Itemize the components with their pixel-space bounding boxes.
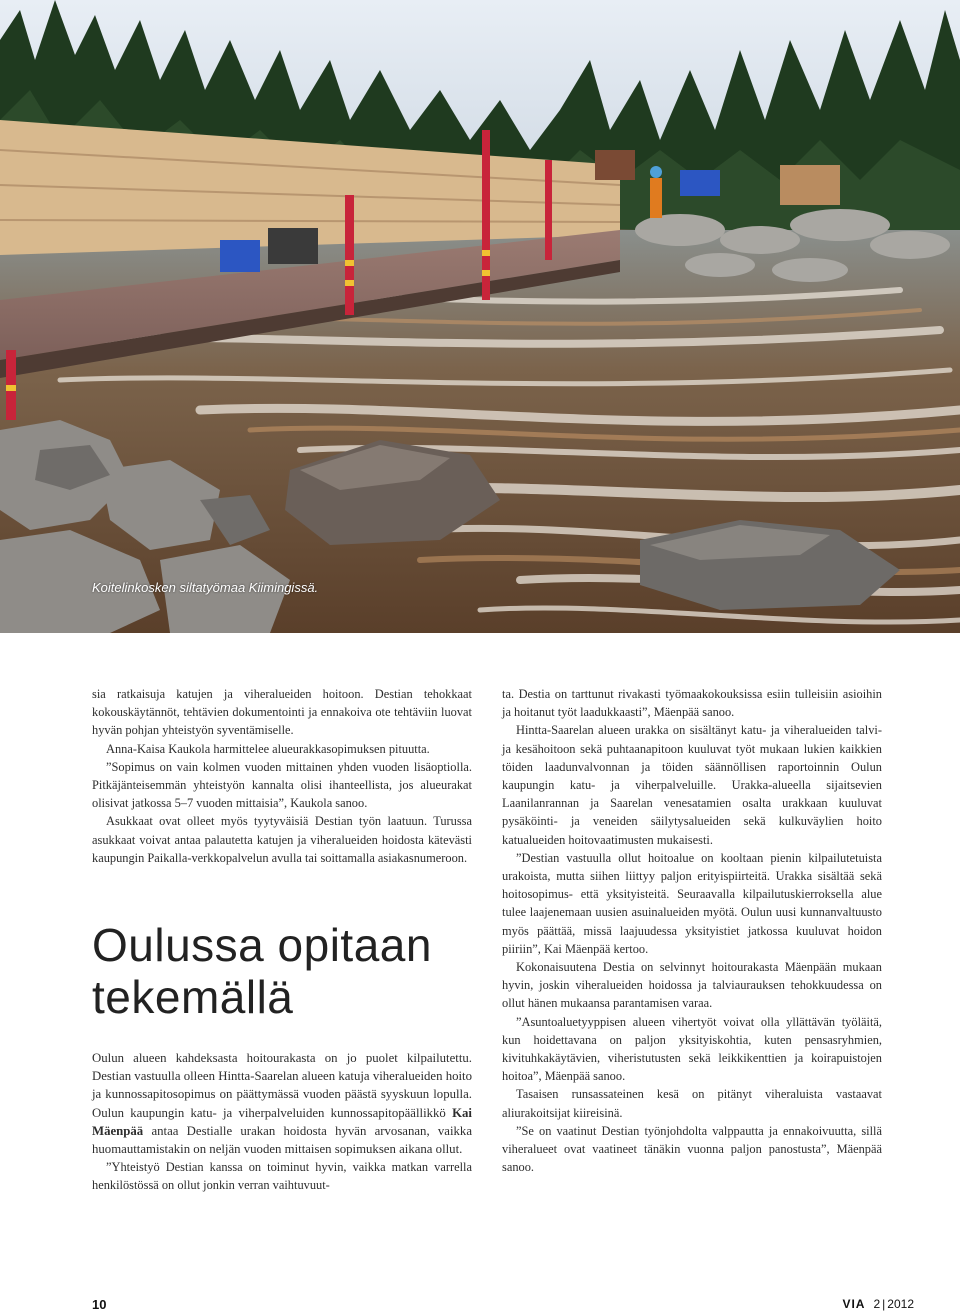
paragraph: ”Sopimus on vain kolmen vuoden mittainen yhden vuoden lisäoptiolla. Pitkäjänteisemmän yhteistyön kannalta olisi ihanteellista, jos alueurakat olisivat jatkossa 5–7 vuoden mittaisia”, Kaukola sanoo. bbox=[92, 759, 472, 811]
left-column bbox=[92, 685, 472, 1195]
lead-paragraph bbox=[92, 1049, 472, 1158]
paragraph: ”Yhteistyö Destian kanssa on toiminut hyvin, vaikka matkan varrella henkilöstössä on ollut jonkin verran vaihtuvuut- bbox=[92, 1160, 472, 1193]
page-number: 10 bbox=[92, 1297, 107, 1312]
magazine-issue bbox=[842, 1297, 914, 1311]
issue-number: 2 bbox=[873, 1297, 881, 1311]
paragraph: Tasaisen runsassateinen kesä on pitänyt viheraluista vastaavat aliurakoitsijat kiireisinä. bbox=[502, 1087, 882, 1120]
paragraph: Anna-Kaisa Kaukola harmittelee alueurakkasopimuksen pituutta. bbox=[106, 741, 430, 756]
paragraph: Asukkaat ovat olleet myös tyytyväisiä Destian työn laatuun. Turussa asukkaat voivat antaa palautetta katujen ja viheralueiden hoidosta kätevästi kaupungin Paikalla-verkkopalvelun avulla tai soittamalla asiakasnumeroon. bbox=[92, 814, 472, 865]
photo-caption: Koitelinkosken siltatyömaa Kiimingissä. bbox=[92, 580, 319, 595]
paragraph: ta. Destia on tarttunut rivakasti työmaakokouksissa esiin tulleisiin asioihin ja hoitanut työt laadukkaasti”, Mäenpää sanoo. bbox=[502, 687, 882, 720]
hero-photo bbox=[0, 0, 960, 633]
article-headline: Oulussa opitaan tekemällä bbox=[92, 919, 432, 1024]
person-name: Kai Mäenpää bbox=[92, 1105, 472, 1138]
magazine-name: VIA bbox=[842, 1297, 866, 1311]
lead-text-end: antaa Destialle urakan hoidosta hyvän arvosanan, vaikka huomauttamistakin on neljän vuoden mittaisen sopimuksen aikana ollut. bbox=[92, 1123, 473, 1157]
paragraph: Hintta-Saarelan alueen urakka on sisältänyt katu- ja viheralueiden talvi- ja kesähoitoon sekä puhtaanapitoon kuuluvat työt mukaan lukien kaikkien töiden laadunvalvonnan ja töiden säännöllisen raportoinnin Oulun kaupungin katu- ja viherpalveluille. Urakka-alueella sijaitsevien Laanilanrannan ja Saarelan venesatamien osalta urakkaan kuuluvat pysäköinti- ja veneiden säilytysalueiden sekä kulkuväylien hoito katualueiden hoitovaatimusten mukaisesti. bbox=[502, 723, 882, 847]
paragraph: sia ratkaisuja katujen ja viheralueiden hoitoon. Destian tehokkaat kokouskäytännöt, tehtävien dokumentointi ja ennakoiva ote tehtäviin luovat hyvän pohjan yhteistyön syventämiselle. bbox=[92, 687, 472, 738]
paragraph: ”Asuntoaluetyyppisen alueen vihertyöt voivat olla yllättävän työläitä, kun hoidettavana on paljon yksityiskohtia, kuten pensasryhmien, kivituhkakäytävien, viheristutusten sekä leikkikenttien ja koirapuistojen hoitoa”, Mäenpää sanoo. bbox=[502, 1014, 882, 1084]
issue-separator: | bbox=[882, 1297, 886, 1311]
issue-year: 2012 bbox=[887, 1297, 914, 1311]
paragraph: ”Se on vaatinut Destian työnjohdolta valppautta ja ennakoivuutta, sillä viheralueet ovat vaatineet tänäkin vuonna paljon panostusta”, Mäenpää sanoo. bbox=[502, 1123, 882, 1175]
right-column bbox=[502, 685, 882, 1176]
bridge-construction-river-photo bbox=[0, 0, 960, 633]
paragraph: Kokonaisuutena Destia on selvinnyt hoitourakasta Mäenpään mukaan hyvin, joskin viheralueiden hoidossa ja talviaurauksen tehokkuudessa on ollut hänen mukaansa parantamisen varaa. bbox=[502, 960, 882, 1011]
paragraph: ”Destian vastuulla ollut hoitoalue on kooltaan pienin kilpailutetuista urakoista, mutta siihen liittyy paljon erityispiirteitä. Urakka sisältää sekä hoitosopimus- että yksityisteitä. Seuraavalla kilpailutuskierroksella alue tulee laajenemaan uusien asuinalueiden myötä. Oulun uusi kunnanvaltuusto myös päättää, missä laajuudessa yksityistiet jatkossa kuuluvat hoidon piiriin”, Kai Mäenpää kertoo. bbox=[502, 850, 882, 956]
lead-text: Oulun alueen kahdeksasta hoitourakasta on jo puolet kilpailutettu. Destian vastuulla olleen Hintta-Saarelan alueen katuja viheralueiden hoito ja kunnossapitosopimus on päättymässä vuoden päästä syyskuun lopulla. Oulun kaupungin katu- ja viherpalveluiden kunnossapitopäällikkö bbox=[92, 1051, 472, 1120]
